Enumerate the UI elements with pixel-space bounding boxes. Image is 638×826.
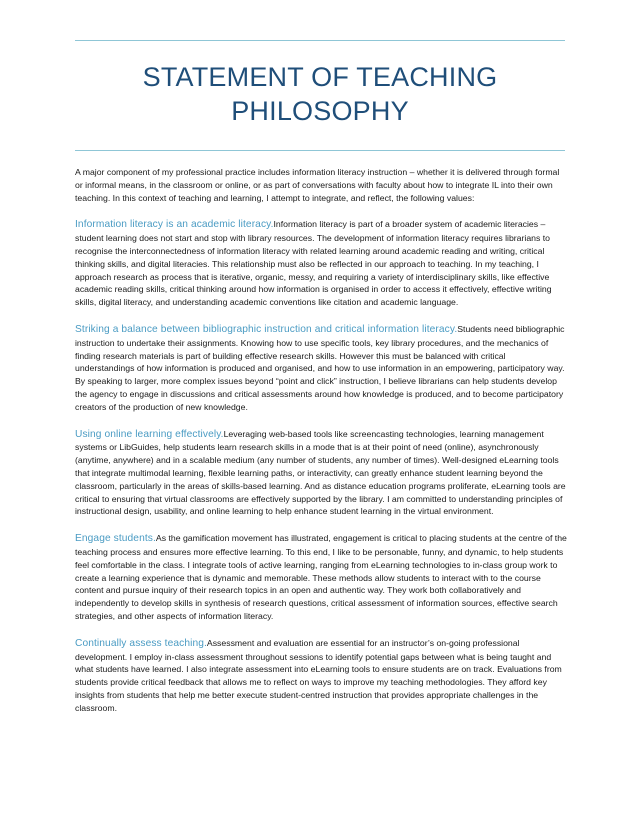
page-title xyxy=(75,60,565,128)
section-text: Assessment and evaluation are essential for an instructor’s on-going professional development. I employ in-class assessment throughout sessions to identify potential gaps between what is being taught and what students have learned. I also integrate assessment into eLearning tools to ensure students are on track. Evaluations from students provide critical feedback that allows me to reflect on ways to improve my teaching methodologies. They afford key insights from students that help me better execute student-centred instruction that provides appropriate challenges in the classroom. xyxy=(75,637,562,713)
section-text: Leveraging web-based tools like screencasting technologies, learning management systems or LibGuides, help students learn research skills in a mode that is at their point of need (online), asynchronously (anytime, anywhere) and in a scalable medium (any number of students, any number of times). Well-designed eLearning tools that integrate multimodal learning, flexible learning paths, or interactivity, can greatly enhance student learning beyond the classroom, particularly in the areas of skills-based learning. And as distance education programs proliferate, eLearning tools are critical to ensuring that virtual classrooms are effectively supported by the library. I am committed to understanding principles of instructional design, usability, and online learning to help enhance student learning in the virtual environment. xyxy=(75,428,566,517)
section-heading: Information literacy is an academic literacy. xyxy=(75,219,274,231)
section-engage-students xyxy=(75,532,567,623)
section-heading: Engage students. xyxy=(75,533,156,545)
intro-paragraph: A major component of my professional practice includes information literacy instruction – whether it is delivered through formal or informal means, in the classroom or online, or as part of conversations with faculty about how to integrate IL into their own teaching. In this context of teaching and learning, I attempt to integrate, and reflect, the following values: xyxy=(75,167,560,203)
section-text: Information literacy is part of a broader system of academic literacies –student learning does not start and stop with library resources. The development of information literacy requires librarians to recognise the interconnectedness of information literacy with related learning around academic reading and writing, critical thinking skills, and digital literacies. This relationship must also be reflected in our approach to teaching. In my teaching, I approach research as process that is iterative, organic, messy, and requiring a variety of interdisciplinary skills, like effective academic reading skills, critical thinking around how information is organised in order to access it effectively, effective writing skills, digital literacy, and understanding academic conventions like citation and academic language. xyxy=(75,219,552,308)
section-heading: Using online learning effectively. xyxy=(75,428,224,440)
section-text: As the gamification movement has illustrated, engagement is critical to placing students at the centre of the teaching process and ensures more effective learning. To this end, I like to be personable, funny, and dynamic, to help students feel comfortable in the class. I integrate tools of active learning, ranging from eLearning technologies to in-class group work to create a learning experience that is dynamic and memorable. These methods allow students to interact with to the course content and pursue inquiry of their research topics in an open and authentic way. They work both collaboratively and independently to develop skills in synthesis of research questions, critical assessment of information sources, effective search strategies, and other aspects of information literacy. xyxy=(75,533,567,621)
section-information-literacy xyxy=(75,218,567,309)
section-heading: Continually assess teaching. xyxy=(75,637,207,649)
title-line-2: PHILOSOPHY xyxy=(231,96,409,126)
title-divider xyxy=(75,150,565,151)
section-heading: Striking a balance between bibliographic instruction and critical information literacy. xyxy=(75,323,458,335)
section-assess-teaching xyxy=(75,637,567,715)
section-online-learning xyxy=(75,428,567,519)
document-body xyxy=(75,166,567,728)
section-balance xyxy=(75,323,567,414)
section-text: Students need bibliographic instruction to undertake their assignments. Knowing how to use specific tools, key library procedures, and the mechanics of finding research materials is part of building effective research skills. However this must be balanced with critical understandings of how information is produced and organised, and how to use information in an empowering, participatory way. By speaking to larger, more complex issues beyond “point and click” instruction, I believe librarians can help students develop the agency to engage in discussions and critical assessments around how knowledge is produced, and to become participatory creators of the production of new knowledge. xyxy=(75,323,565,412)
title-line-1: STATEMENT OF TEACHING xyxy=(142,62,498,92)
top-divider xyxy=(75,40,565,41)
